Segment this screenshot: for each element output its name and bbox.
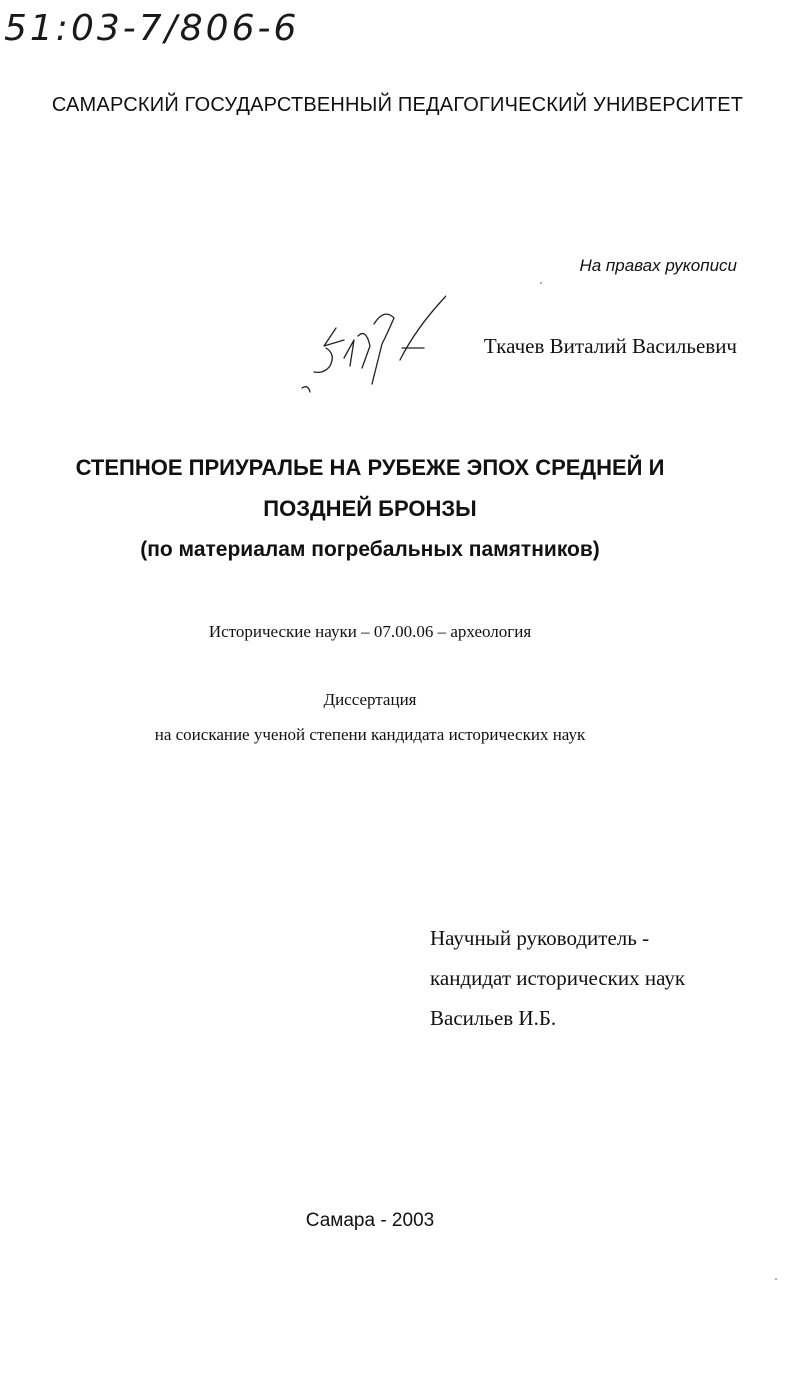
document-type: Диссертация [323, 690, 417, 709]
supervisor-name: Васильев И.Б. [430, 1006, 557, 1030]
author-name: Ткачев Виталий Васильевич [483, 334, 737, 358]
city-and-year: Самара - 2003 [305, 1210, 435, 1231]
scan-speck [540, 282, 542, 284]
manuscript-note: На правах рукописи [579, 256, 737, 275]
supervisor-degree: кандидат исторических наук [430, 966, 686, 990]
degree-purpose: на соискание ученой степени кандидата исторических наук [154, 725, 586, 744]
dissertation-subtitle: (по материалам погребальных памятников) [140, 538, 600, 561]
dissertation-title-line-2: ПОЗДНЕЙ БРОНЗЫ [263, 496, 477, 521]
dissertation-title-line-1: СТЕПНОЕ ПРИУРАЛЬЕ НА РУБЕЖЕ ЭПОХ СРЕДНЕЙ И [75, 455, 665, 480]
specialty-code: Исторические науки – 07.00.06 – археология [208, 622, 532, 641]
supervisor-role: Научный руководитель - [430, 926, 650, 950]
university-name: САМАРСКИЙ ГОСУДАРСТВЕННЫЙ ПЕДАГОГИЧЕСКИЙ УНИВЕРСИТЕТ [51, 94, 744, 116]
archive-code-handwritten: 51:03-7/806-6 [4, 8, 300, 49]
scan-speck [775, 1278, 777, 1280]
signature [296, 288, 446, 398]
